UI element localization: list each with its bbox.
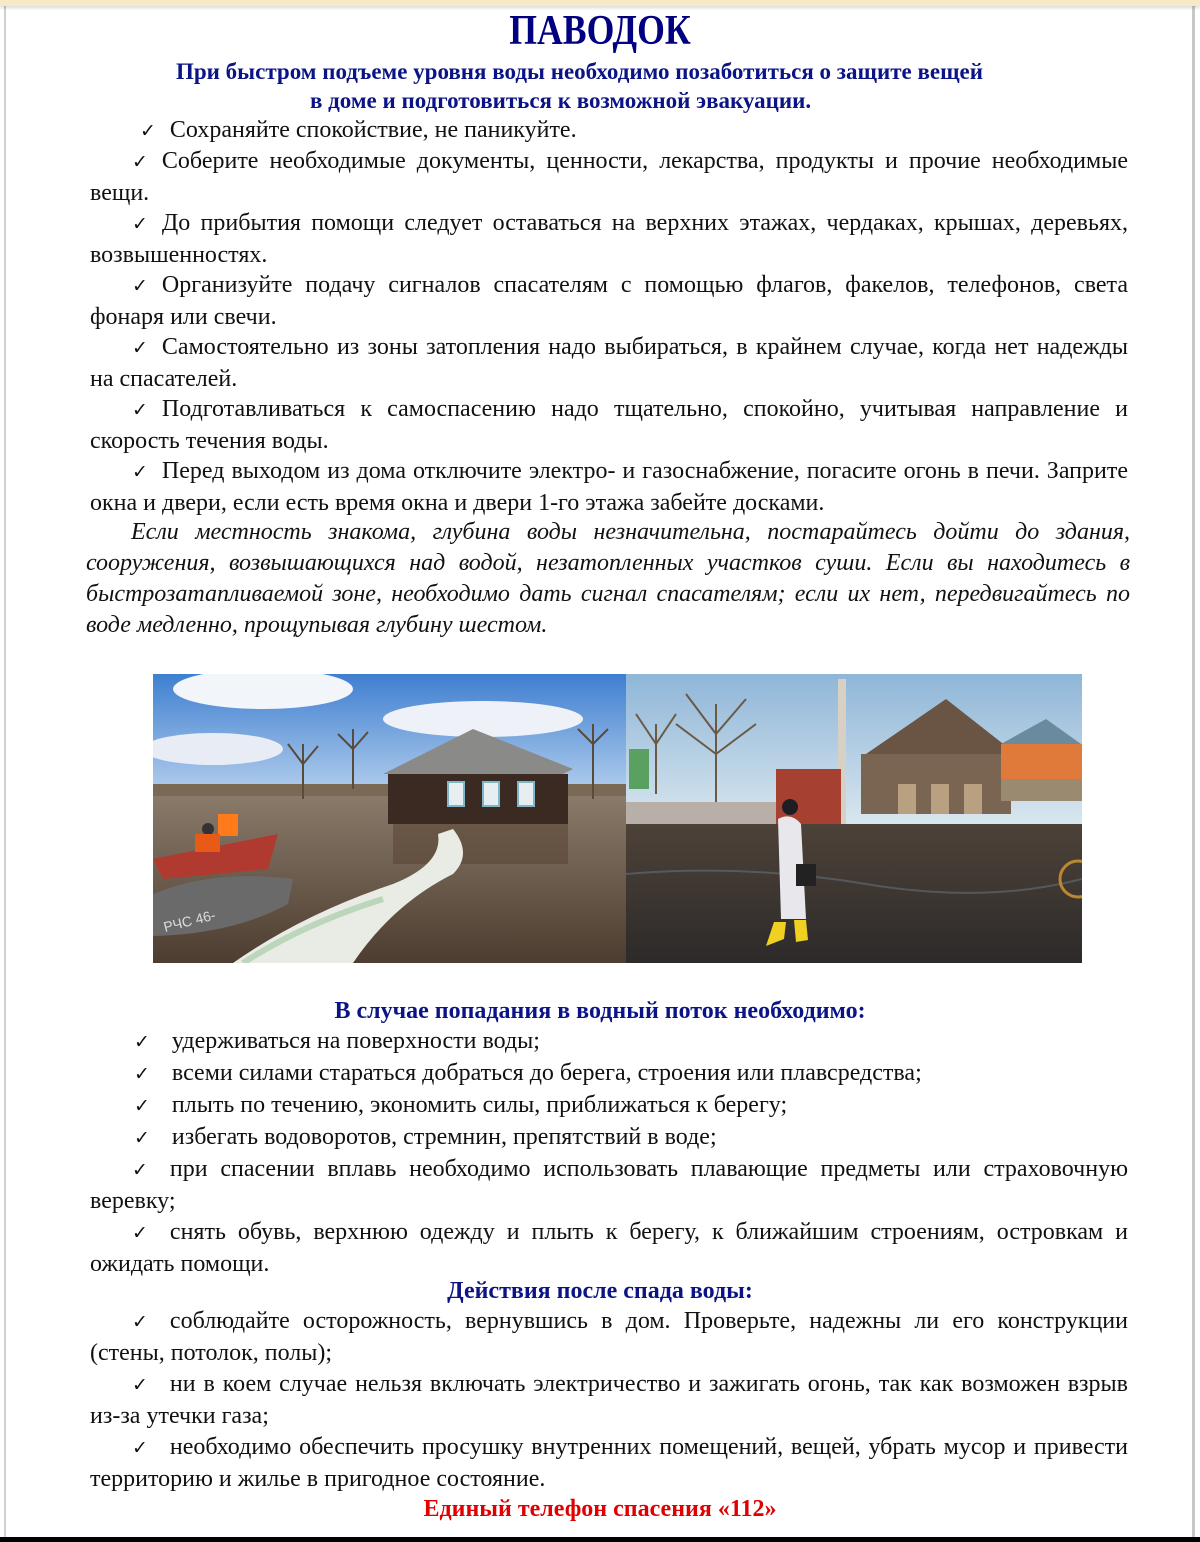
check-icon: ✓	[132, 1159, 148, 1181]
check-icon: ✓	[132, 1437, 148, 1459]
water-section-heading: В случае попадания в водный поток необходимо:	[334, 998, 866, 1024]
rule-item: ✓ Организуйте подачу сигналов спасателям с помощью флагов, факелов, телефонов, света фонаря или свечи.	[90, 272, 1128, 330]
intro-line-2: в доме и подготовиться к возможной эвакуации.	[310, 88, 812, 113]
check-icon: ✓	[132, 213, 148, 235]
rule-item: ✓ Самостоятельно из зоны затопления надо выбираться, в крайнем случае, когда нет надежды на спасателей.	[90, 334, 1128, 392]
after-section-heading: Действия после спада воды:	[447, 1278, 753, 1304]
page-title: ПАВОДОК	[509, 8, 691, 54]
bottom-edge	[0, 1537, 1200, 1542]
water-item: ✓ плыть по течению, экономить силы, приближаться к берегу;	[90, 1090, 1128, 1122]
rule-item: ✓ Сохраняйте спокойствие, не паникуйте.	[90, 115, 1128, 147]
water-item: ✓ всеми силами стараться добраться до берега, строения или плавсредства;	[90, 1058, 1128, 1090]
boat-label: РЧС 46-	[161, 906, 218, 935]
after-item: ✓ соблюдайте осторожность, вернувшись в дом. Проверьте, надежны ли его конструкции (стены, потолок, полы);	[90, 1308, 1128, 1366]
check-icon: ✓	[134, 1063, 150, 1085]
emergency-phone-footer: Единый телефон спасения «112»	[423, 1496, 777, 1522]
check-icon: ✓	[132, 275, 148, 297]
rule-item: ✓ Подготавливаться к самоспасению надо тщательно, спокойно, учитывая направление и скорость течения воды.	[90, 396, 1128, 454]
water-item: ✓ снять обувь, верхнюю одежду и плыть к берегу, к ближайшим строениям, островкам и ожидать помощи.	[90, 1219, 1128, 1277]
italic-note: Если местность знакома, глубина воды незначительна, постарайтесь дойти до здания, сооружения, возвышающихся над водой, незатопленных участков суши. Если вы находитесь в быстрозатапливаемой зоне, необходимо дать сигнал спасателям; если их нет, передвигайтесь по воде медленно, прощупывая глубину шестом.	[86, 519, 1130, 638]
rule-item: ✓ Соберите необходимые документы, ценности, лекарства, продукты и прочие необходимые вещи.	[90, 148, 1128, 206]
check-icon: ✓	[132, 461, 148, 483]
water-section-list	[90, 1026, 1128, 1280]
intro-line-1: При быстром подъеме уровня воды необходимо позаботиться о защите вещей	[176, 59, 983, 84]
rule-item: ✓ До прибытия помощи следует оставаться на верхних этажах, чердаках, крышах, деревьях, возвышенностях.	[90, 210, 1128, 268]
check-icon: ✓	[132, 337, 148, 359]
check-icon: ✓	[132, 151, 148, 173]
check-icon: ✓	[132, 1222, 148, 1244]
page-border-right	[1192, 6, 1195, 1538]
rule-item: ✓ Перед выходом из дома отключите электро- и газоснабжение, погасите огонь в печи. Заприте окна и двери, если есть время окна и двери 1-го этажа забейте досками.	[90, 458, 1128, 516]
check-icon: ✓	[132, 1311, 148, 1333]
flooded-house-sandbags-photo	[153, 674, 626, 963]
page-border-left	[4, 6, 6, 1538]
check-icon: ✓	[134, 1095, 150, 1117]
check-icon: ✓	[134, 1031, 150, 1053]
after-item: ✓ необходимо обеспечить просушку внутренних помещений, вещей, убрать мусор и привести территорию и жилье в пригодное состояние.	[90, 1434, 1128, 1492]
check-icon: ✓	[134, 1127, 150, 1149]
after-section-list	[90, 1306, 1128, 1495]
water-item: ✓ избегать водоворотов, стремнин, препятствий в воде;	[90, 1122, 1128, 1154]
water-item: ✓ удерживаться на поверхности воды;	[90, 1026, 1128, 1058]
woman-wading-flood-photo	[626, 674, 1082, 963]
check-icon: ✓	[132, 399, 148, 421]
top-toolbar-edge	[0, 0, 1200, 6]
after-item: ✓ ни в коем случае нельзя включать электричество и зажигать огонь, так как возможен взрыв из-за утечки газа;	[90, 1371, 1128, 1429]
water-item: ✓ при спасении вплавь необходимо использовать плавающие предметы или страховочную веревку;	[90, 1156, 1128, 1214]
check-icon: ✓	[140, 120, 156, 142]
check-icon: ✓	[132, 1374, 148, 1396]
